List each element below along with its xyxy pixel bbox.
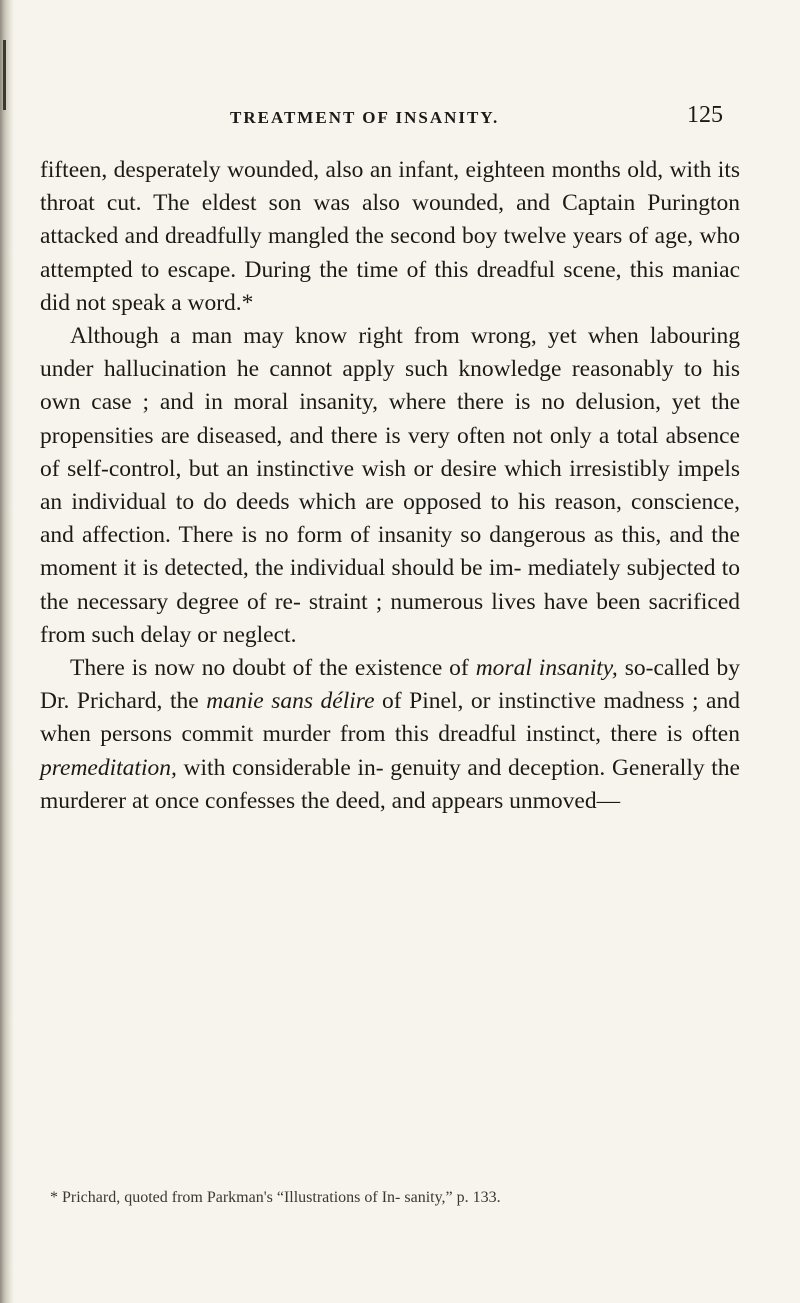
page-number: 125 (687, 102, 723, 128)
running-head-title: TREATMENT OF INSANITY. (230, 108, 500, 127)
footnote-marker: * (50, 1189, 58, 1206)
paragraph-1 (40, 154, 740, 320)
paragraph-3-text-b: so-called by Dr. Prichard, the (40, 655, 740, 715)
scan-edge-mark (3, 40, 6, 110)
scan-left-edge (0, 0, 14, 1303)
paragraph-3-text-c: of Pinel, or instinctive madness ; and when persons commit murder from this dreadful instinct, there is often (40, 688, 740, 748)
footnote-reference: * (241, 289, 254, 316)
book-page (40, 0, 780, 1303)
footnote-text: Prichard, quoted from Parkman's “Illustrations of In- sanity,” p. 133. (58, 1189, 501, 1206)
body-text (40, 154, 740, 818)
paragraph-1-text: fifteen, desperately wounded, also an infant, eighteen months old, with its throat cut. The eldest son was also wounded, and Captain Purington attacked and dreadfully mangled the second boy twelve years of age, who attempted to escape. During the time of this dreadful scene, this maniac did not speak a word. (40, 157, 740, 316)
paragraph-3-text-d: with considerable in- genuity and deception. Generally the murderer at once confesses the deed, and appears unmoved— (40, 754, 740, 814)
italic-moral-insanity: moral insanity, (475, 655, 618, 682)
italic-premeditation: premeditation, (40, 754, 177, 781)
paragraph-2: Although a man may know right from wrong, yet when labouring under hallucination he cannot apply such knowledge reasonably to his own case ; and in moral insanity, where there is no delusion, yet the propensities are diseased, and there is very often not only a total absence of self-control, but an instinctive wish or desire which irresistibly impels an individual to do deeds which are opposed to his reason, conscience, and affection. There is no form of insanity so dangerous as this, and the moment it is detected, the individual should be im- mediately subjected to the necessary degree of re- straint ; numerous lives have been sacrificed from such delay or neglect. (40, 323, 740, 648)
running-head (40, 98, 740, 138)
paragraph-3 (40, 652, 740, 818)
footnote (40, 1185, 740, 1210)
paragraph-3-text-a: There is now no doubt of the existence of (70, 655, 476, 682)
italic-manie-sans-delire: manie sans délire (206, 688, 375, 715)
